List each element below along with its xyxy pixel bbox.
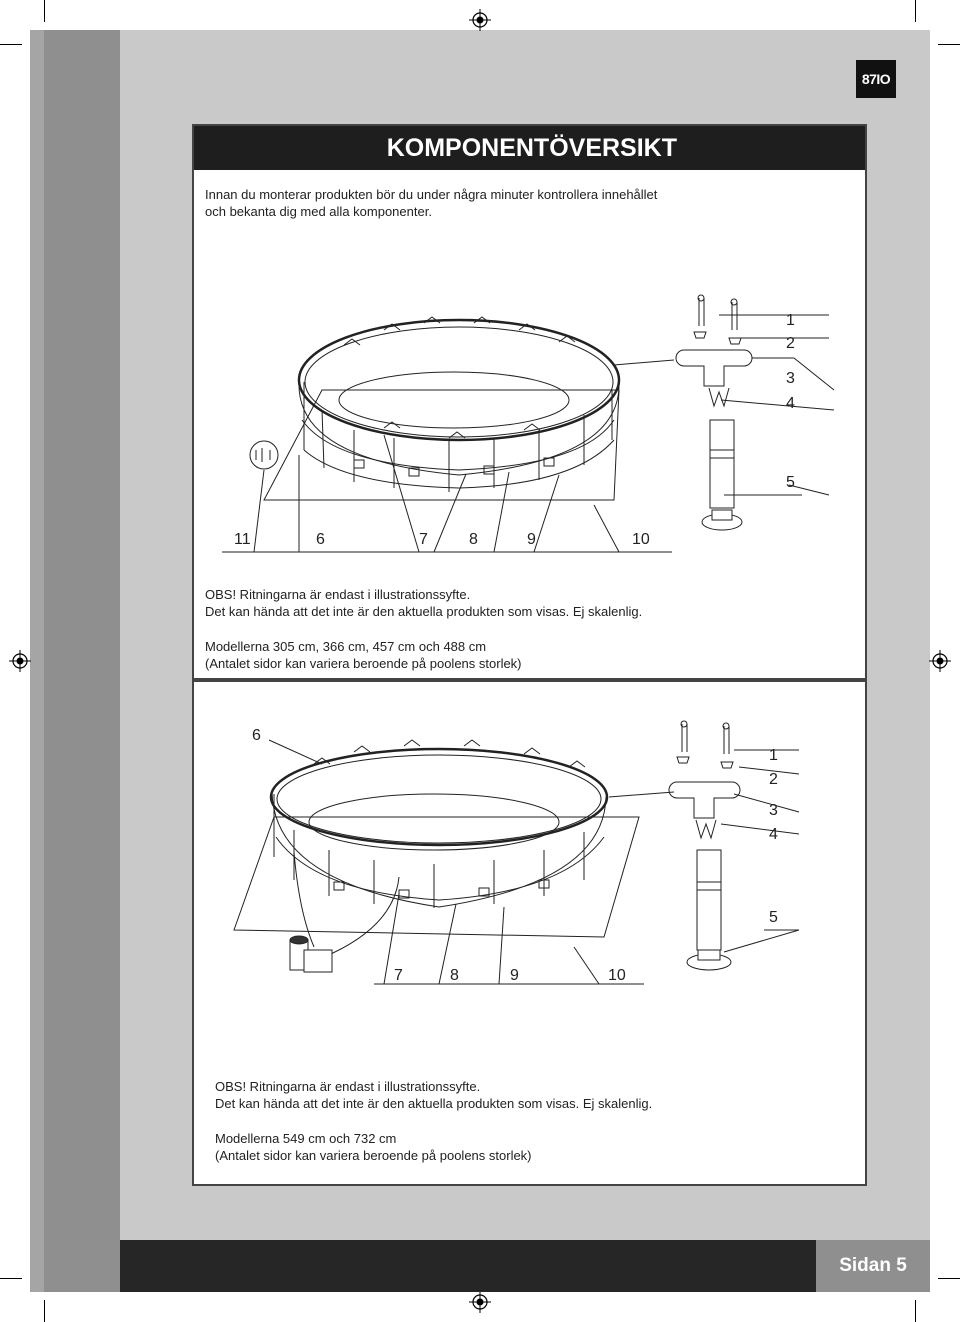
model-badge: 87IO — [856, 60, 896, 98]
registration-mark-icon — [469, 1291, 491, 1313]
part-label-6: 6 — [252, 727, 261, 744]
part-label-1: 1 — [769, 747, 778, 764]
note-line: OBS! Ritningarna är endast i illustrationssyfte. — [215, 1079, 481, 1094]
part-label-8: 8 — [450, 967, 459, 984]
part-label-3: 3 — [769, 802, 778, 819]
crop-mark — [0, 1278, 22, 1279]
part-label-2: 2 — [786, 335, 795, 352]
registration-mark-icon — [9, 650, 31, 672]
note-line: Modellerna 549 cm och 732 cm — [215, 1131, 397, 1146]
part-label-1: 1 — [786, 312, 795, 329]
crop-mark — [938, 1278, 960, 1279]
part-label-7: 7 — [394, 967, 403, 984]
pool-diagram-small — [194, 290, 864, 565]
crop-mark — [0, 44, 22, 45]
part-label-6: 6 — [316, 531, 325, 548]
part-label-5: 5 — [769, 909, 778, 926]
crop-mark — [44, 1300, 45, 1322]
part-label-7: 7 — [419, 531, 428, 548]
note-line: (Antalet sidor kan variera beroende på poolens storlek) — [215, 1148, 532, 1163]
note-line: Det kan hända att det inte är den aktuella produkten som visas. Ej skalenlig. — [205, 604, 643, 619]
part-label-8: 8 — [469, 531, 478, 548]
note-line: OBS! Ritningarna är endast i illustrationssyfte. — [205, 587, 471, 602]
footer-band — [120, 1240, 930, 1292]
part-label-11: 11 — [234, 531, 251, 548]
crop-mark — [915, 1300, 916, 1322]
part-label-9: 9 — [510, 967, 519, 984]
page-number: Sidan 5 — [816, 1240, 930, 1292]
part-label-4: 4 — [786, 395, 795, 412]
registration-mark-icon — [469, 9, 491, 31]
part-label-5: 5 — [786, 474, 795, 491]
pool-diagram-large — [194, 712, 864, 997]
crop-mark — [44, 0, 45, 22]
note-line: Modellerna 305 cm, 366 cm, 457 cm och 488 cm — [205, 639, 487, 654]
part-label-2: 2 — [769, 771, 778, 788]
disclaimer-note — [205, 586, 642, 620]
part-label-3: 3 — [786, 370, 795, 387]
page-title: KOMPONENTÖVERSIKT — [194, 126, 865, 170]
model-sizes-note — [215, 1130, 532, 1164]
part-label-4: 4 — [769, 826, 778, 843]
registration-mark-icon — [929, 650, 951, 672]
model-sizes-note — [205, 638, 522, 672]
note-line: Det kan hända att det inte är den aktuella produkten som visas. Ej skalenlig. — [215, 1096, 653, 1111]
part-label-9: 9 — [527, 531, 536, 548]
note-line: (Antalet sidor kan variera beroende på poolens storlek) — [205, 656, 522, 671]
intro-text — [205, 186, 657, 220]
part-label-10: 10 — [632, 531, 650, 548]
intro-line: Innan du monterar produkten bör du under några minuter kontrollera innehållet — [205, 187, 658, 202]
part-label-10: 10 — [608, 967, 626, 984]
intro-line: och bekanta dig med alla komponenter. — [205, 204, 432, 219]
left-margin-strip — [30, 30, 44, 1292]
disclaimer-note — [215, 1078, 652, 1112]
crop-mark — [915, 0, 916, 22]
crop-mark — [938, 44, 960, 45]
